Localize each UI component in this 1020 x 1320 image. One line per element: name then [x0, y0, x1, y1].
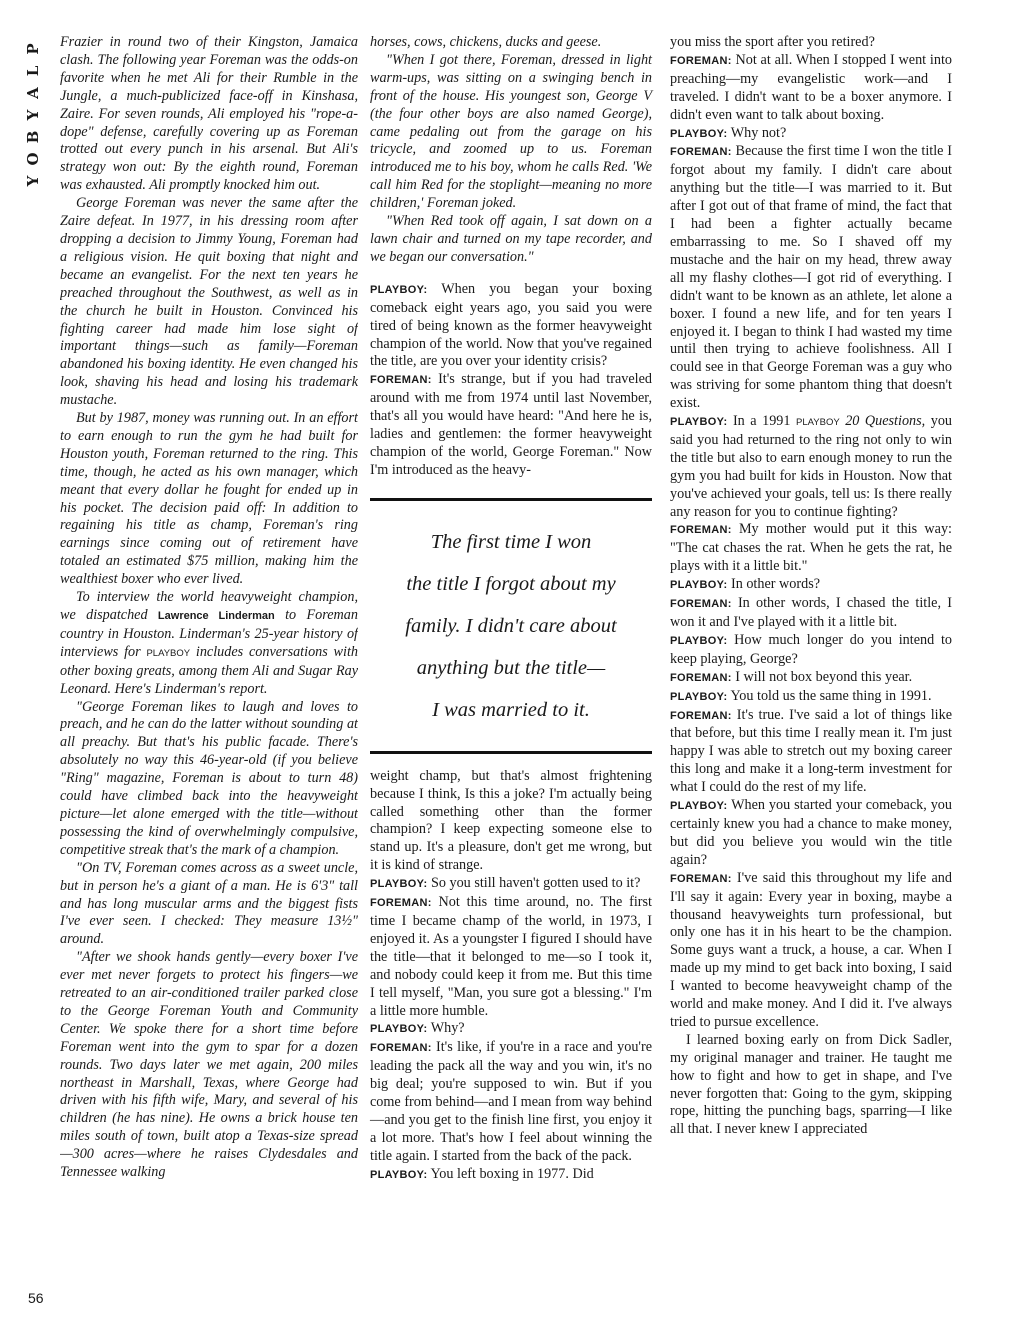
intro-paragraph: "George Foreman likes to laugh and loves to preach, and he can do the latter without sounding at all preachy. But that's his public facade. There's absolutely no way this 46-year-old (if you believe "Ring" magazine, Foreman is about to turn 48) could have climbed back into the heavyweight picture—let alone emerged with the title—without possessing the kind of overwhelmingly compulsive, competitive streak that's the mark of a champion.	[60, 698, 358, 858]
pull-quote-line: The first time I won	[430, 530, 592, 553]
question: PLAYBOY: When you began your boxing comeback eight years ago, you said you were tired of being known as the former heavyweight champion of the world. Now that you've regained the title, are you over your identity crisis?	[370, 280, 652, 370]
speaker-label: PLAYBOY:	[370, 283, 428, 296]
speaker-label: PLAYBOY:	[370, 1023, 428, 1036]
column-3	[670, 34, 952, 1294]
answer: FOREMAN: Because the first time I won the title I forgot about my family. I didn't care about anything but the title—I was married to it. But after I got out of that frame of mind, the fact that I had been a fighter actually became embarrassing to me. So I shaved off my mustache and the hair on my head, threw away all my flashy clothes—I got rid of everything. I didn't want to be known as an athlete, let alone a boxer. I found a new life, and for ten years I enjoyed it. I began to think I had wasted my time until then trying to achieve foolishness. All I could see in that George Foreman was a guy who was striving for some phantom thing that doesn't exist.	[670, 143, 952, 412]
question: PLAYBOY: You told us the same thing in 1991.	[670, 687, 932, 704]
pull-quote-line: I was married to it.	[432, 698, 590, 721]
answer: FOREMAN: In other words, I chased the title, I won it and I've played with it a little bit.	[670, 595, 952, 630]
speaker-label: FOREMAN:	[670, 598, 732, 611]
speaker-label: PLAYBOY:	[370, 1168, 428, 1181]
answer: FOREMAN: My mother would put it this way: "The cat chases the rat. When he gets the rat, he plays with it a little bit."	[670, 521, 952, 575]
answer: FOREMAN: I've said this throughout my life and I'll say it again: Every year in boxing, maybe a thousand heavyweights turn professional, but only one has it in his heart to be the champion. Some guys want a truck, a house, a car. When I made up my mind to get back into boxing, I said I wanted to become heavyweight champ of the world and make money. And I did it. I've always tried to pursue excellence.	[670, 869, 952, 1030]
speaker-label: PLAYBOY:	[670, 690, 728, 703]
question: PLAYBOY: So you still haven't gotten used to it?	[370, 875, 641, 892]
question: PLAYBOY: Why not?	[670, 124, 787, 141]
speaker-label: PLAYBOY:	[370, 878, 428, 891]
interview-continued	[370, 768, 652, 1185]
magazine-name: PLAYBOY	[796, 417, 840, 429]
question: PLAYBOY: Why?	[370, 1020, 465, 1037]
vertical-magazine-logo	[20, 38, 46, 198]
interviewer-name: Lawrence Linderman	[157, 610, 275, 622]
speaker-label: FOREMAN:	[670, 146, 732, 159]
answer: FOREMAN: Not at all. When I stopped I went into preaching—my evangelistic work—and I traveled. I didn't want to be a boxer anymore. I didn't even want to talk about boxing.	[670, 51, 952, 123]
answer-continued: weight champ, but that's almost frightening because I think, Is this a joke? I'm actually being called something other than the former champion? I keep expecting someone else to stand up. It's a pleasure, don't get me wrong, but it is kind of strange.	[370, 767, 652, 874]
question: PLAYBOY: In a 1991 PLAYBOY 20 Questions, you said you had returned to the ring not only to win the title but also to earn enough money to run the gym you had built for kids in Houston. Now that you've achieved your goals, tell us: Is there really any reason for you to continue fighting?	[670, 413, 952, 520]
speaker-label: FOREMAN:	[670, 872, 732, 885]
question: PLAYBOY: How much longer do you intend to keep playing, George?	[670, 631, 952, 667]
column-1	[60, 34, 358, 1294]
intro-paragraph: "When Red took off again, I sat down on a lawn chair and turned on my tape recorder, and we began our conversation."	[370, 213, 652, 265]
speaker-label: FOREMAN:	[670, 524, 732, 537]
speaker-label: FOREMAN:	[670, 709, 732, 722]
speaker-label: FOREMAN:	[370, 1042, 432, 1055]
speaker-label: PLAYBOY:	[670, 416, 728, 429]
logo-letter: P	[24, 43, 42, 55]
intro-paragraph: George Foreman was never the same after the Zaire defeat. In 1977, in his dressing room after dropping a decision to Jimmy Young, Foreman had a religious vision. He quit boxing that night and became an evangelist. For the next ten years he preached throughout the Southwest, as well as in the church he built in Houston. Convinced his fighting career had made him lose sight of important things—such as family—Foreman abandoned his boxing identity. He even changed his look, shaving his head and losing his trademark mustache.	[60, 195, 358, 409]
pull-quote-line: anything but the title—	[416, 656, 606, 679]
speaker-label: FOREMAN:	[370, 897, 432, 910]
speaker-label: PLAYBOY:	[670, 579, 728, 592]
speaker-label: PLAYBOY:	[670, 800, 728, 813]
logo-letter: L	[24, 65, 42, 77]
speaker-label: FOREMAN:	[670, 54, 732, 67]
magazine-name: PLAYBOY	[146, 647, 191, 659]
logo-letter: B	[24, 130, 42, 144]
answer: FOREMAN: Not this time around, no. The first time I became champ of the world, in 1973, I enjoyed it. As a youngster I figured I should have the title—that it belonged to me—so I took it, and nobody could keep it from me. But this time I tell myself, "Man, you sure got a blessing." I'm a little more humble.	[370, 894, 652, 1019]
intro-paragraph: But by 1987, money was running out. In an effort to earn enough to run the gym he had built for Houston youth, Foreman returned to the ring. This time, though, he acted as his own manager, which meant that every dollar he fought for ended up in his pocket. The decision paid off: In addition to regaining his title as champ, Foreman's ring earnings since coming out of retirement have totaled an estimated $75 million, making him the wealthiest boxer who ever lived.	[60, 410, 358, 588]
answer: FOREMAN: It's like, if you're in a race and you're leading the pack all the way and you win, it's no big deal; you're supposed to win. But if you come from behind—and I mean from way behind—and you get to the finish line first, you enjoy it a lot more. That's how I feel about winning the title again. I started from the back of the pack.	[370, 1039, 652, 1164]
speaker-label: PLAYBOY:	[670, 634, 728, 647]
interview-start	[370, 281, 652, 480]
answer: FOREMAN: It's true. I've said a lot of things like that before, but this time I really mean it. I'm just happy I was able to stretch out my boxing career this long and make it a long-term investment for what I could do the rest of my life.	[670, 706, 952, 796]
column-2	[370, 34, 652, 1185]
answer-paragraph: I learned boxing early on from Dick Sadler, my original manager and trainer. He taught me how to fight and how to get in shape, and I've never forgotten that: Going to the gym, skipping rope, hitting the punching bags, sparring—I like all that. I never knew I appreciated	[670, 1031, 952, 1138]
logo-letter: O	[24, 152, 42, 166]
speaker-label: PLAYBOY:	[670, 127, 728, 140]
intro-continuation	[370, 34, 652, 267]
answer: FOREMAN: I will not box beyond this year.	[670, 668, 913, 685]
logo-letter: Y	[24, 109, 42, 121]
pull-quote-line: the title I forgot about my	[406, 572, 616, 595]
question: PLAYBOY: When you started your comeback, you certainly knew you had a chance to make money, but did you believe you would win the title again?	[670, 797, 952, 868]
speaker-label: FOREMAN:	[370, 374, 432, 387]
question-continued: you miss the sport after you retired?	[670, 34, 875, 50]
question: PLAYBOY: You left boxing in 1977. Did	[370, 1165, 594, 1182]
intro-paragraph: "On TV, Foreman comes across as a sweet uncle, but in person he's a giant of a man. He is 6'3" tall and has long muscular arms and the biggest fists I've ever seen. I checked: They measure 13½" around.	[60, 859, 358, 948]
logo-letter: Y	[24, 175, 42, 187]
question: PLAYBOY: In other words?	[670, 576, 821, 593]
intro-paragraph: horses, cows, chickens, ducks and geese.	[370, 34, 602, 50]
answer: FOREMAN: It's strange, but if you had traveled around with me from 1974 until last November, that's all you would have heard: "And here he is, ladies and gentlemen: the former heavyweight champion of the world, George Foreman." Now I'm introduced as the heavy-	[370, 371, 652, 478]
pull-quote	[370, 498, 652, 754]
intro-paragraph: "When I got there, Foreman, dressed in light warm-ups, was sitting on a swinging bench in front of the house. His youngest son, George V (the four other boys are also named George), came pedaling out from the garage on his tricycle, and zoomed up to us. Foreman introduced me to his boy, whom he calls Red. 'We call him Red for the stoplight—meaning no more children,' Foreman joked.	[370, 51, 652, 212]
logo-letter: A	[24, 87, 42, 99]
speaker-label: FOREMAN:	[670, 671, 732, 684]
intro-paragraph: Frazier in round two of their Kingston, Jamaica clash. The following year Foreman was the odds-on favorite when he met Ali for their Rumble in the Jungle, a much-publicized face-off in Kinshasa, Zaire. For seven rounds, Ali employed his "rope-a-dope" defense, carefully covering up as Foreman trotted out every punch in his arsenal. But Ali's strategy won out: By the eighth round, Foreman was exhausted. Ali promptly knocked him out.	[60, 34, 358, 194]
page-number: 56	[28, 1290, 44, 1306]
intro-paragraph: To interview the world heavyweight champion, we dispatched Lawrence Linderman to Foreman country in Houston. Linderman's 25-year history of interviews for PLAYBOY includes conversations with other boxing greats, among them Ali and Sugar Ray Leonard. Here's Linderman's report.	[60, 589, 358, 697]
intro-paragraph: "After we shook hands gently—every boxer I've ever met never forgets to protect his fingers—we retreated to an air-conditioned trailer parked close to the George Foreman Youth and Community Center. We spoke there for a short time before Foreman went into the gym to spar for a dozen rounds. Two days later we met again, 200 miles northeast in Marshall, Texas, where George had driven with his fifth wife, Mary, and several of his children (he has nine). He owns a brick house ten miles south of town, built atop a Texas-size spread—300 acres—where he raises Clydesdales and Tennessee walking	[60, 949, 358, 1181]
pull-quote-line: family. I didn't care about	[405, 614, 617, 637]
